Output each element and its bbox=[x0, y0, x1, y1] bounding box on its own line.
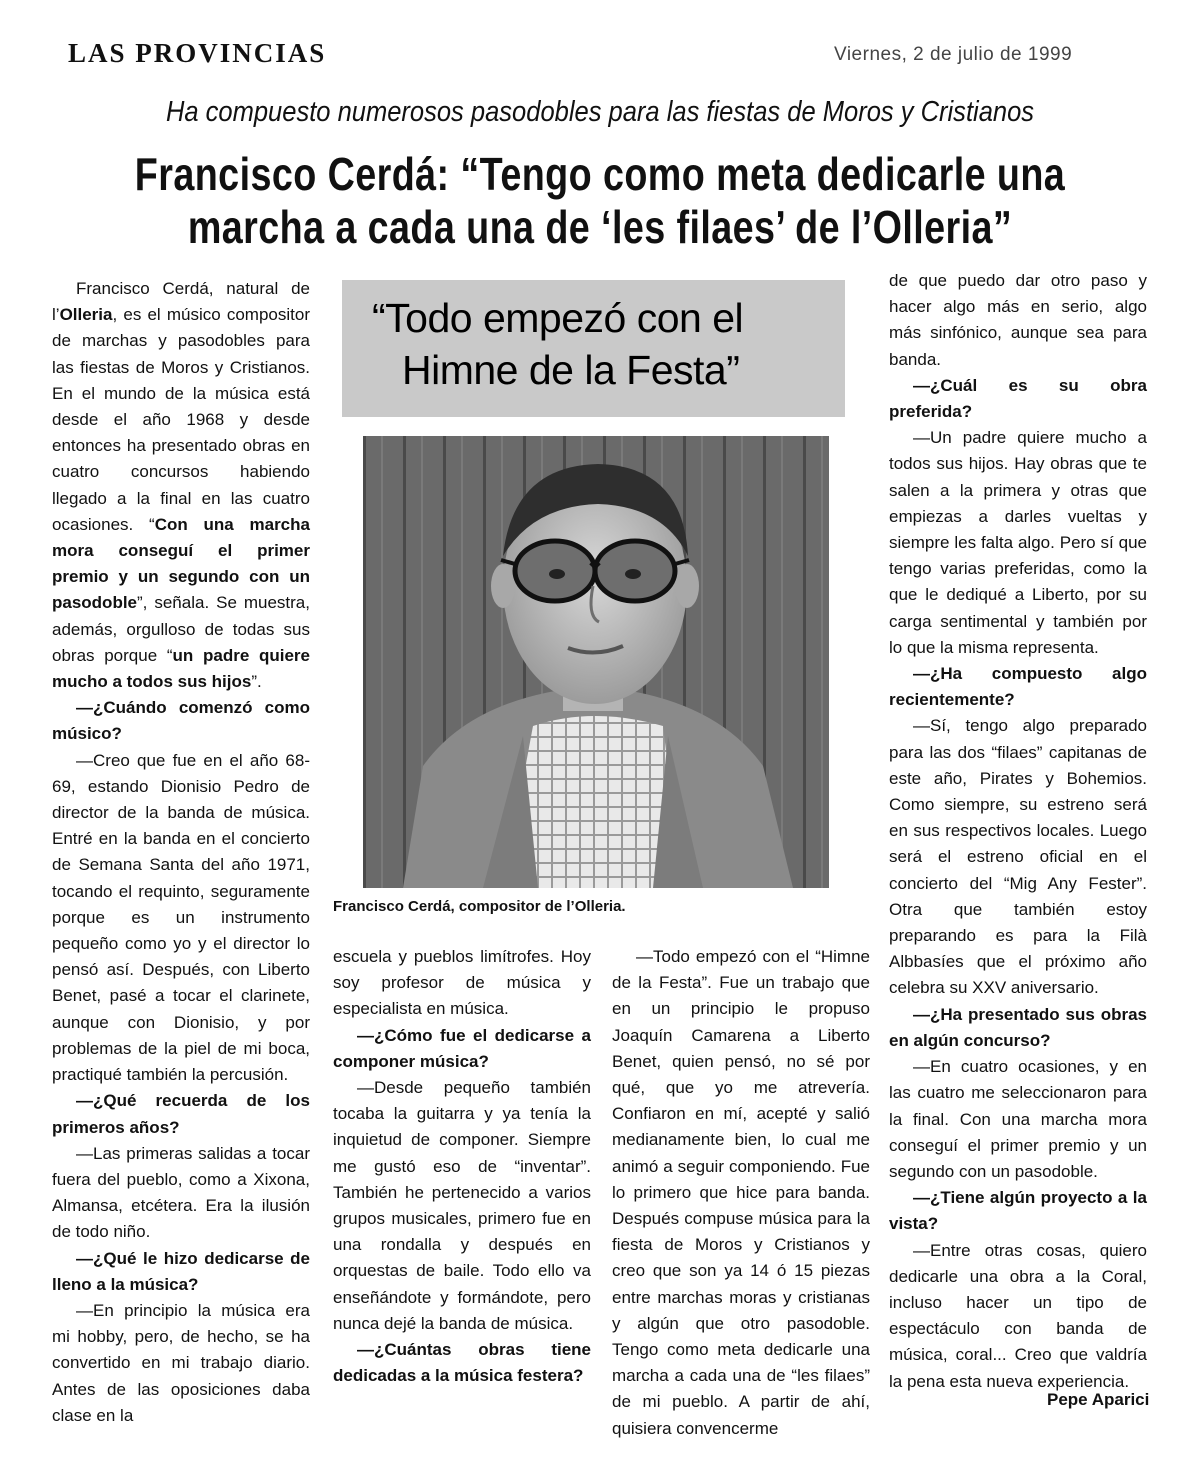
pull-quote bbox=[372, 292, 832, 396]
text-run: ”. bbox=[251, 672, 262, 692]
portrait-illustration bbox=[363, 436, 829, 888]
column-2 bbox=[333, 944, 591, 1389]
answer: —Desde pequeño también tocaba la guitarra y ya tenía la inquietud de componer. Siempre me gustó eso de “inventar”. También he pertenecido a varios grupos musicales, primero fue en una rondalla y después en orquestas de baile. Todo ello va enseñándote y formándote, pero nunca dejé la banda de música. bbox=[333, 1078, 591, 1333]
text-run: un padre quiere mucho a todos sus hijos bbox=[52, 645, 310, 692]
column-1 bbox=[52, 276, 310, 1429]
question: —¿Qué recuerda de los primeros años? bbox=[52, 1091, 310, 1137]
pull-quote-line-1: “Todo empezó con el bbox=[372, 295, 744, 341]
headline-line-2: marcha a cada una de ‘les filaes’ de l’Olleria” bbox=[187, 201, 1013, 253]
answer-continued: escuela y pueblos limítrofes. Hoy soy profesor de música y especialista en música. bbox=[333, 947, 591, 1019]
intro-paragraph bbox=[52, 276, 310, 695]
headline-line-1: Francisco Cerdá: “Tengo como meta dedicarle una bbox=[134, 148, 1066, 200]
column-4 bbox=[889, 268, 1147, 1395]
text-run: ”, señala. Se muestra, además, orgulloso de todas sus obras porque “ bbox=[52, 593, 310, 665]
pull-quote-line-2: Himne de la Festa” bbox=[402, 347, 740, 393]
question: —¿Cuál es su obra preferida? bbox=[889, 375, 1147, 422]
answer: —Un padre quiere mucho a todos sus hijos. Hay obras que te salen a la primera y otras que empiezas a darles vueltas y siempre les falta algo. Pero sí que tengo varias preferidas, como la que le dediqué a Liberto, por su carga sentimental y también por lo que la misma representa. bbox=[889, 428, 1147, 657]
byline: Pepe Aparici bbox=[1047, 1390, 1150, 1409]
text-run: Con una marcha mora conseguí el primer premio y un segundo con un pasodoble bbox=[52, 514, 310, 613]
question: —¿Cuándo comenzó como músico? bbox=[52, 698, 310, 744]
answer: —Sí, tengo algo preparado para las dos “filaes” capitanas de este año, Pirates y Bohemios. Como siempre, su estreno será en sus respectivos locales. Luego será el estreno oficial en el concierto del “Mig Any Fester”. Otra que también estoy preparando es para la Filà Albbasíes que el próximo año celebra su XXV aniversario. bbox=[889, 716, 1147, 998]
answer-continued: de que puedo dar otro paso y hacer algo más en serio, algo más sinfónico, aunque sea para banda. bbox=[889, 271, 1147, 369]
pull-quote-box bbox=[342, 280, 845, 417]
answer: —Todo empezó con el “Himne de la Festa”. Fue un trabajo que en un principio le propuso Joaquín Camarena a Liberto Benet, quien pensó, no sé por qué, que yo me atrevería. Confiaron en mí, acepté y salió medianamente bien, lo cual me animó a seguir componiendo. Fue lo primero que hice para banda. Después compuse música para la fiesta de Moros y Cristianos y creo que son ya 14 ó 15 piezas entre marchas moras y cristianas y algún que otro pasodoble. Tengo como meta dedicarle una marcha a cada una de “les filaes” de mi pueblo. A partir de ahí, quisiera convencerme bbox=[612, 947, 870, 1438]
answer: —En cuatro ocasiones, y en las cuatro me seleccionaron para la final. Con una marcha mora conseguí el primer premio y un segundo con un pasodoble. bbox=[889, 1057, 1147, 1181]
publication-date: Viernes, 2 de julio de 1999 bbox=[834, 44, 1073, 65]
portrait-photo bbox=[363, 436, 829, 888]
question: —¿Qué le hizo dedicarse de lleno a la música? bbox=[52, 1248, 310, 1294]
question: —¿Cómo fue el dedicarse a componer música? bbox=[333, 1025, 591, 1071]
answer: —Creo que fue en el año 68-69, estando Dionisio Pedro de director de la banda de música. Entré en la banda en el concierto de Semana Santa del año 1971, tocando el requinto, seguramente porque es un instrumento pequeño como yo y el director lo pensó así. Después, con Liberto Benet, pasé a tocar el clarinete, aunque con Dionisio, y por problemas de la piel de mi boca, practiqué también la percusión. bbox=[52, 750, 310, 1085]
masthead: LAS PROVINCIAS bbox=[68, 38, 327, 68]
answer: —Las primeras salidas a tocar fuera del pueblo, como a Xixona, Almansa, etcétera. Era la ilusión de todo niño. bbox=[52, 1143, 310, 1242]
answer: —En principio la música era mi hobby, pero, de hecho, se ha convertido en mi trabajo diario. Antes de las oposiciones daba clase en la bbox=[52, 1300, 310, 1425]
text-run: Olleria bbox=[59, 305, 113, 325]
question: —¿Ha presentado sus obras en algún concurso? bbox=[889, 1004, 1147, 1050]
question: —¿Ha compuesto algo recientemente? bbox=[889, 664, 1147, 710]
text-run: , es el músico compositor de marchas y pasodobles para las fiestas de Moros y Cristianos. En el mundo de la música está desde el año 1968 y desde entonces ha presentado obras en cuatro concursos habiendo llegado a la final en las cuatro ocasiones. “ bbox=[52, 305, 310, 534]
question: —¿Tiene algún proyecto a la vista? bbox=[889, 1188, 1147, 1234]
photo-caption: Francisco Cerdá, compositor de l’Olleria. bbox=[333, 898, 626, 915]
headline bbox=[124, 148, 1075, 254]
answer: —Entre otras cosas, quiero dedicarle una obra a la Coral, incluso hacer un tipo de espectáculo con banda de música, coral... Creo que valdría la pena esta nueva experiencia. bbox=[889, 1240, 1147, 1391]
kicker: Ha compuesto numerosos pasodobles para las fiestas de Moros y Cristianos bbox=[165, 96, 1035, 128]
column-3 bbox=[612, 944, 870, 1442]
question: —¿Cuántas obras tiene dedicadas a la música festera? bbox=[333, 1340, 591, 1386]
text-run: Francisco Cerdá, natural de l’ bbox=[52, 279, 310, 325]
